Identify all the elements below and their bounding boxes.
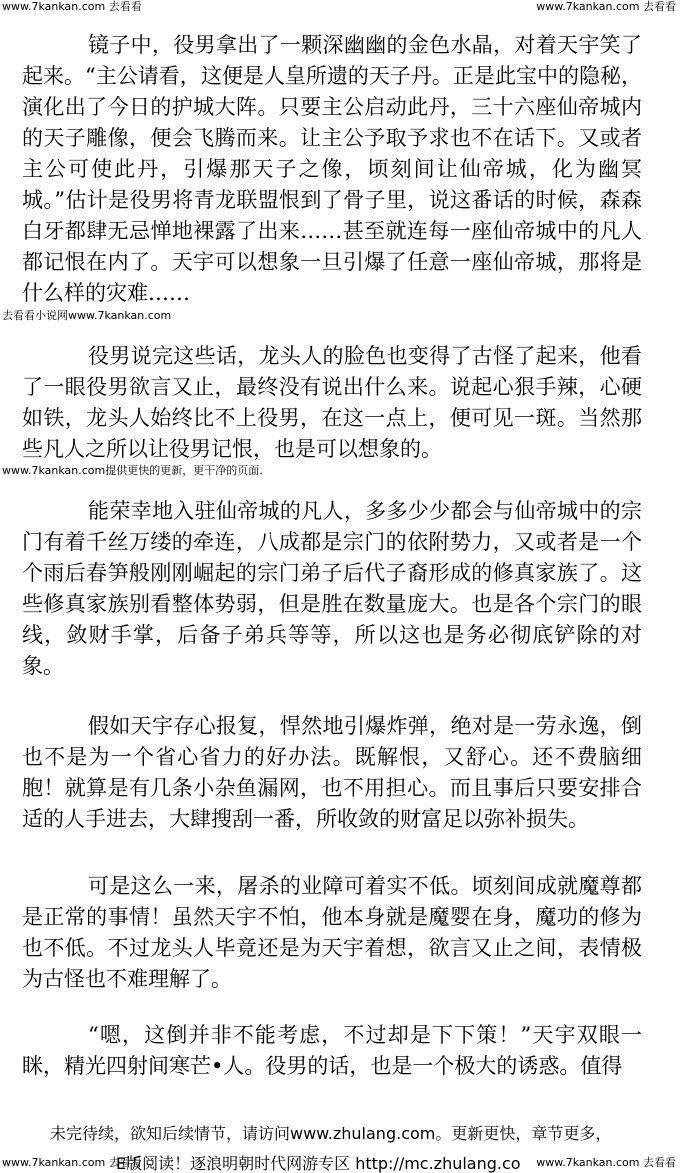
continue-reading-notice: 未完待续，欲知后续情节，请访问www.zhulang.com。更新更快，章节更多， [50,1124,612,1143]
paragraph-4: 假如天宇存心报复，悍然地引爆炸弹，绝对是一劳永逸，倒也不是为一个省心省力的好办法。既解恨，又舒心。还不费脑细胞！就算是有几条小杂鱼漏网，也不用担心。而且事后只要安排合适的人手进去，大肆搜刮一番，所收敛的财富足以弥补损失。 [22,714,642,831]
paragraph-2: 役男说完这些话，龙头人的脸色也变得了古怪了起来，他看了一眼役男欲言又止，最终没有说出什么来。说起心狠手辣，心硬如铁，龙头人始终比不上役男，在这一点上，便可见一斑。当然那些凡人之所以让役男记恨，也是可以想象的。 [22,344,642,461]
site-banner-1[interactable]: 去看看小说网www.7kankan.com [2,309,172,322]
footer-site-left: www.7kankan.com 去看看 [2,1156,142,1169]
footer-promo-link[interactable]: E版阅读！逐浪明朝时代网游专区 http://mc.zhulang.co [116,1154,521,1173]
header-site-left: www.7kankan.com 去看看 [2,0,142,13]
paragraph-1: 镜子中，役男拿出了一颗深幽幽的金色水晶，对着天宇笑了起来。“主公请看，这便是人皇所遗的天子丹。正是此宝中的隐秘，演化出了今日的护城大阵。只要主公启动此丹，三十六座仙帝城内的天子雕像，便会飞腾而来。让主公予取予求也不在话下。又或者主公可使此丹，引爆那天子之像，顷刻间让仙帝城，化为幽冥城。”估计是役男将青龙联盟恨到了骨子里，说这番话的时候，森森白牙都肆无忌惮地裸露了出来……甚至就连每一座仙帝城中的凡人都记恨在内了。天宇可以想象一旦引爆了任意一座仙帝城，那将是什么样的灾难…… [22,33,642,305]
paragraph-6: “嗯，这倒并非不能考虑，不过却是下下策！”天宇双眼一眯，精光四射间寒芒•人。役男的话，也是一个极大的诱惑。值得 [22,1023,642,1078]
footer-site-right: www.7kankan.com 去看看 [536,1156,676,1169]
paragraph-5: 可是这么一来，屠杀的业障可着实不低。顷刻间成就魔尊都是正常的事情！虽然天宇不怕，他本身就是魔婴在身，魔功的修为也不低。不过龙头人毕竟还是为天宇着想，欲言又止之间，表情极为古怪也不难理解了。 [22,874,642,991]
header-site-right: www.7kankan.com 去看看 [536,0,676,13]
paragraph-3: 能荣幸地入驻仙帝城的凡人，多多少少都会与仙帝城中的宗门有着千丝万缕的牵连，八成都是宗门的依附势力，又或者是一个个雨后春笋般刚刚崛起的宗门弟子后代子裔形成的修真家族了。这些修真家族别看整体势弱，但是胜在数量庞大。也是各个宗门的眼线，敛财手掌，后备子弟兵等等，所以这也是务必彻底铲除的对象。 [22,499,642,678]
site-banner-2[interactable]: www.7kankan.com提供更快的更新，更干净的页面. [2,464,263,477]
